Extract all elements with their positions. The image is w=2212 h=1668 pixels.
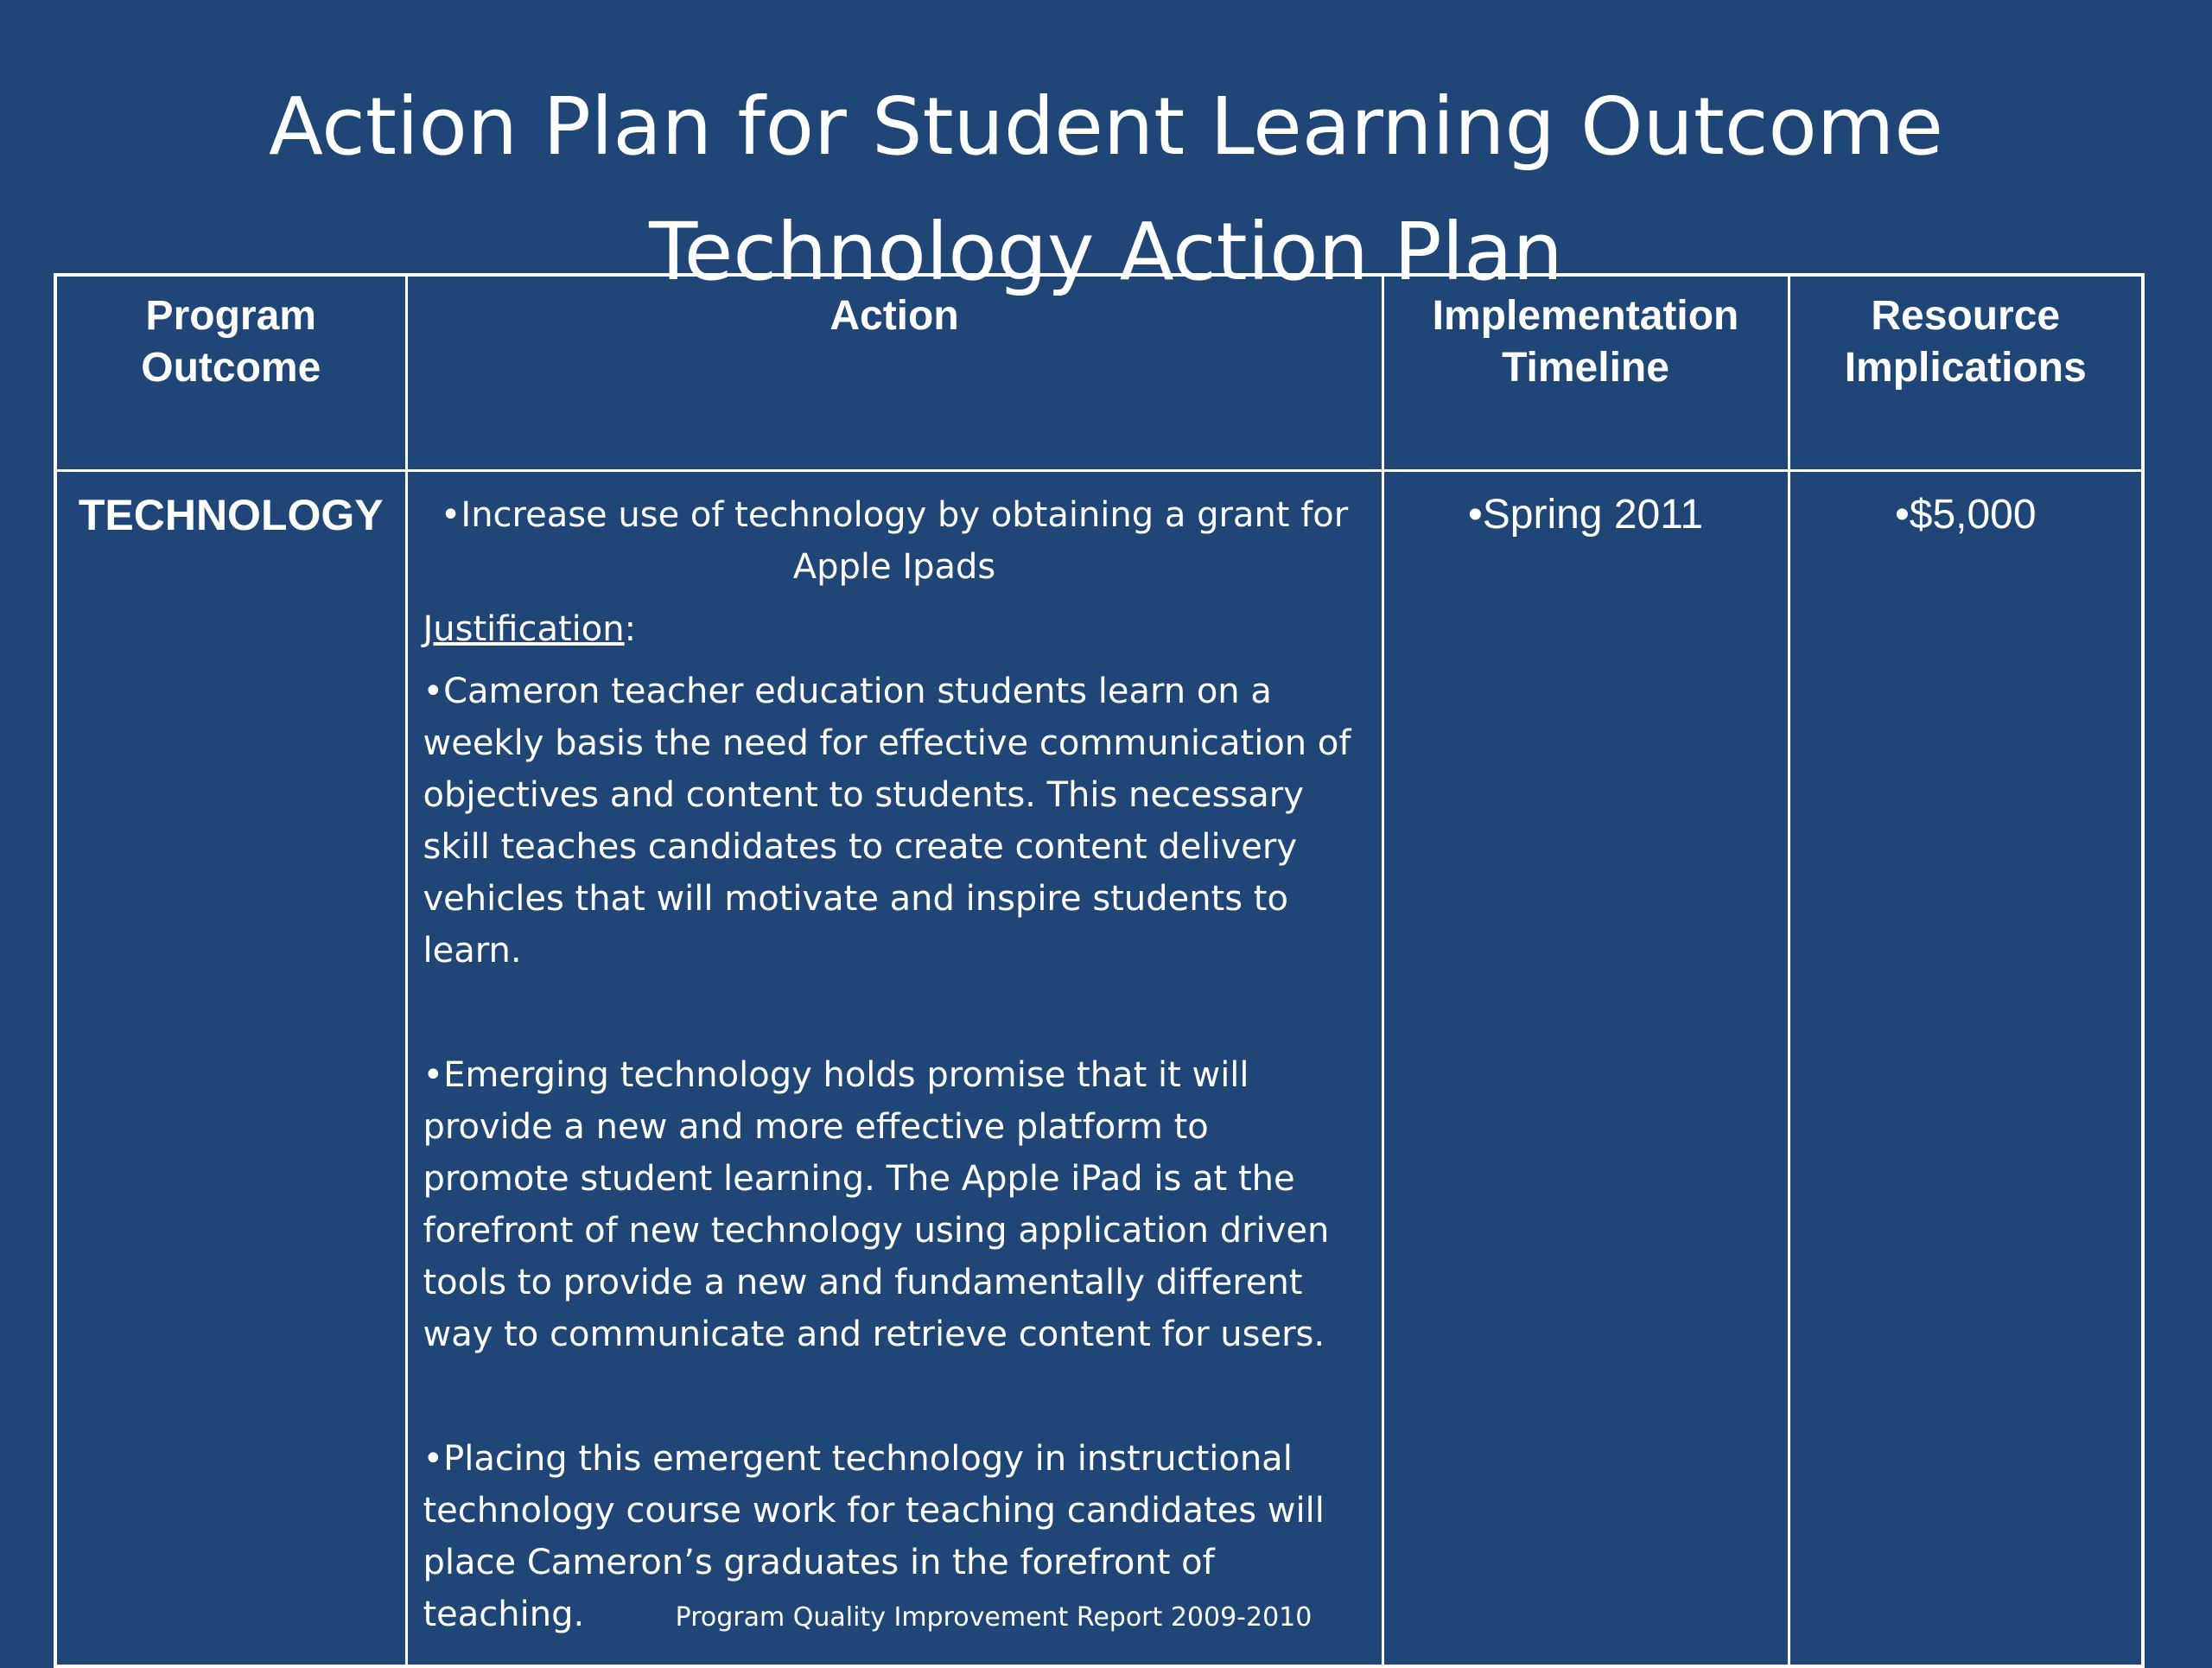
header-resource-implications: Resource Implications xyxy=(1789,275,2143,471)
header-implementation-timeline: Implementation Timeline xyxy=(1382,275,1789,471)
cell-action xyxy=(406,471,1382,1667)
action-plan-table xyxy=(54,273,2145,1668)
footer-text: Program Quality Improvement Report 2009-2010 xyxy=(675,1602,1313,1633)
justification-label: Justification xyxy=(423,609,625,649)
action-lead: •Increase use of technology by obtaining a grant for Apple Ipads xyxy=(440,495,1349,587)
cell-resource-implications xyxy=(1789,471,2143,1667)
justification-colon: : xyxy=(624,609,637,649)
cell-implementation-timeline xyxy=(1382,471,1789,1667)
table-header-row xyxy=(55,275,2143,471)
action-content xyxy=(423,489,1366,1640)
program-outcome-value: TECHNOLOGY xyxy=(78,491,384,539)
justification-point-2: •Emerging technology holds promise that it will provide a new and more effective platform to promote student learning. The Apple iPad is at the forefront of new technology using application driven tools to provide a new and fundamentally different way to communicate and retrieve content for users. xyxy=(423,1055,1330,1354)
justification-point-1: •Cameron teacher education students learn on a weekly basis the need for effective communication of objectives and content to students. This necessary skill teaches candidates to create content delivery vehicles that will motivate and inspire students to learn. xyxy=(423,672,1351,971)
cell-program-outcome xyxy=(55,471,406,1667)
justification-point-3: •Placing this emergent technology in instructional technology course work for teaching candidates will place Cameron’s graduates in the forefront of teaching. xyxy=(423,1439,1325,1634)
justification-heading xyxy=(423,603,1366,655)
resource-value: •$5,000 xyxy=(1894,492,2037,538)
table-row xyxy=(55,471,2143,1667)
timeline-value: •Spring 2011 xyxy=(1467,492,1704,538)
header-program-outcome: Program Outcome xyxy=(55,275,406,471)
title-line-1: Action Plan for Student Learning Outcome xyxy=(268,80,1944,173)
header-action: Action xyxy=(406,275,1382,471)
title-line-2: Technology Action Plan xyxy=(649,205,1563,298)
